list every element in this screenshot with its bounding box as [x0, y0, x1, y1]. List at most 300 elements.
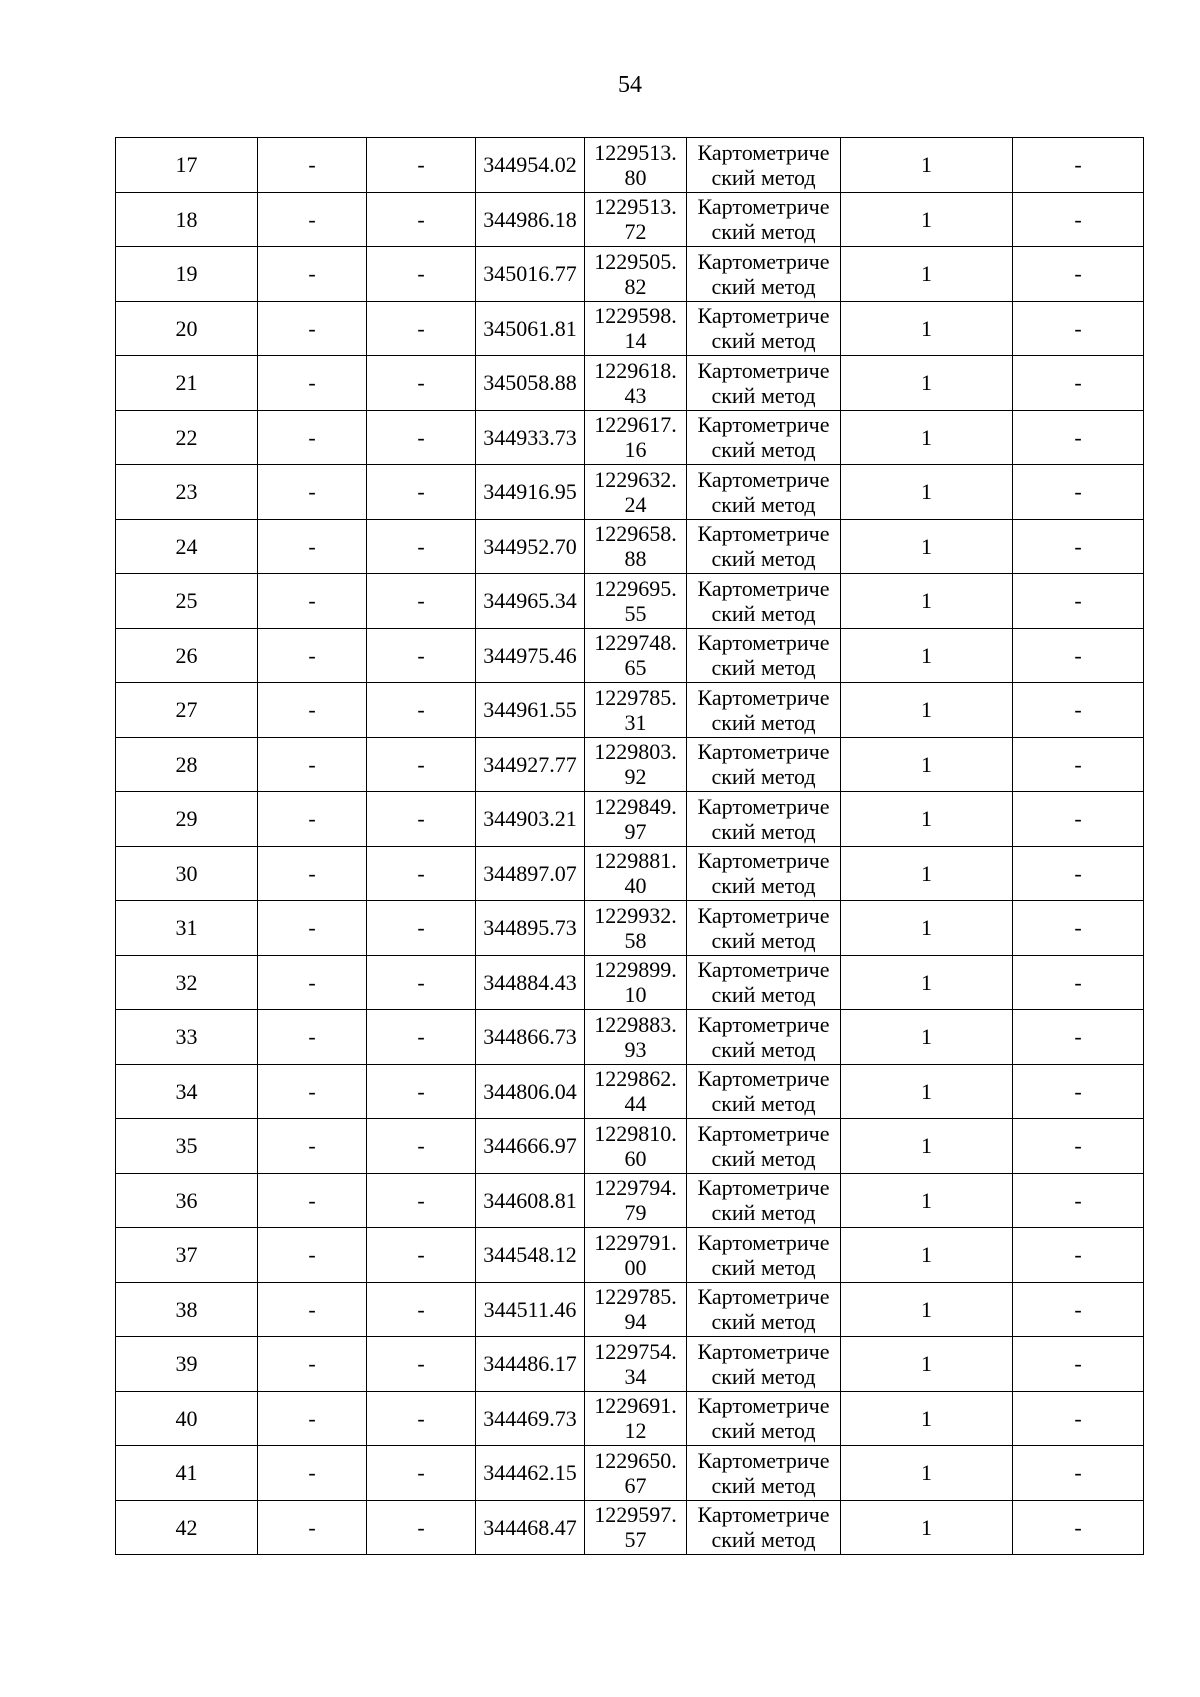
point-number-cell: 35 [116, 1119, 258, 1174]
y-coordinate-cell [585, 574, 687, 629]
table-row [116, 1228, 1144, 1283]
last-cell: - [1013, 1282, 1144, 1337]
y-coordinate-cell-line: 58 [624, 927, 647, 953]
empty-x-cell: - [258, 465, 367, 520]
table-body [116, 138, 1144, 1555]
y-coordinate-cell [585, 356, 687, 411]
table-row [116, 1337, 1144, 1392]
y-coordinate-cell [585, 1500, 687, 1555]
empty-y-cell: - [367, 1228, 476, 1283]
accuracy-cell: 1 [841, 901, 1013, 956]
y-coordinate-cell-line: 14 [624, 328, 647, 354]
last-cell: - [1013, 1446, 1144, 1501]
method-cell-line: Картометриче [697, 1229, 830, 1255]
table-row [116, 901, 1144, 956]
last-cell: - [1013, 301, 1144, 356]
last-cell: - [1013, 1173, 1144, 1228]
table-row [116, 792, 1144, 847]
empty-y-cell: - [367, 955, 476, 1010]
empty-y-cell: - [367, 1446, 476, 1501]
point-number-cell: 27 [116, 683, 258, 738]
accuracy-cell: 1 [841, 683, 1013, 738]
accuracy-cell: 1 [841, 1228, 1013, 1283]
x-coordinate-cell: 344916.95 [476, 465, 585, 520]
x-coordinate-cell: 344806.04 [476, 1064, 585, 1119]
method-cell-line: Картометриче [697, 957, 830, 983]
last-cell: - [1013, 410, 1144, 465]
y-coordinate-cell-line: 1229881. [594, 848, 677, 874]
empty-y-cell: - [367, 737, 476, 792]
method-cell-line: Картометриче [697, 521, 830, 547]
method-cell-line: ский метод [711, 546, 816, 572]
y-coordinate-cell-line: 67 [624, 1472, 647, 1498]
empty-x-cell: - [258, 356, 367, 411]
method-cell-line: Картометриче [697, 575, 830, 601]
y-coordinate-cell [585, 792, 687, 847]
method-cell-line: ский метод [711, 1145, 816, 1171]
table-row [116, 1500, 1144, 1555]
accuracy-cell: 1 [841, 192, 1013, 247]
accuracy-cell: 1 [841, 574, 1013, 629]
method-cell [687, 410, 841, 465]
table-row [116, 574, 1144, 629]
y-coordinate-cell [585, 192, 687, 247]
method-cell [687, 846, 841, 901]
empty-x-cell: - [258, 1500, 367, 1555]
table-row [116, 1446, 1144, 1501]
table-row [116, 846, 1144, 901]
method-cell-line: ский метод [711, 1472, 816, 1498]
x-coordinate-cell: 344954.02 [476, 138, 585, 193]
last-cell: - [1013, 192, 1144, 247]
empty-x-cell: - [258, 901, 367, 956]
x-coordinate-cell: 344986.18 [476, 192, 585, 247]
point-number-cell: 41 [116, 1446, 258, 1501]
x-coordinate-cell: 344884.43 [476, 955, 585, 1010]
point-number-cell: 29 [116, 792, 258, 847]
y-coordinate-cell [585, 683, 687, 738]
method-cell-line: Картометриче [697, 1175, 830, 1201]
method-cell [687, 1010, 841, 1065]
y-coordinate-cell-line: 1229794. [594, 1175, 677, 1201]
y-coordinate-cell-line: 1229862. [594, 1066, 677, 1092]
method-cell [687, 1446, 841, 1501]
point-number-cell: 39 [116, 1337, 258, 1392]
point-number-cell: 26 [116, 628, 258, 683]
accuracy-cell: 1 [841, 138, 1013, 193]
method-cell-line: ский метод [711, 1254, 816, 1280]
method-cell-line: ский метод [711, 1527, 816, 1553]
empty-x-cell: - [258, 846, 367, 901]
last-cell: - [1013, 792, 1144, 847]
empty-y-cell: - [367, 356, 476, 411]
method-cell [687, 356, 841, 411]
method-cell [687, 138, 841, 193]
point-number-cell: 38 [116, 1282, 258, 1337]
method-cell-line: ский метод [711, 328, 816, 354]
table-row [116, 1064, 1144, 1119]
table-row [116, 138, 1144, 193]
method-cell [687, 1337, 841, 1392]
y-coordinate-cell [585, 1119, 687, 1174]
method-cell-line: ский метод [711, 927, 816, 953]
x-coordinate-cell: 344486.17 [476, 1337, 585, 1392]
y-coordinate-cell-line: 1229513. [594, 139, 677, 165]
y-coordinate-cell-line: 55 [624, 600, 647, 626]
accuracy-cell: 1 [841, 519, 1013, 574]
accuracy-cell: 1 [841, 410, 1013, 465]
empty-y-cell: - [367, 1064, 476, 1119]
method-cell-line: ский метод [711, 273, 816, 299]
method-cell-line: Картометриче [697, 1393, 830, 1419]
last-cell: - [1013, 737, 1144, 792]
empty-x-cell: - [258, 519, 367, 574]
y-coordinate-cell-line: 1229748. [594, 630, 677, 656]
y-coordinate-cell-line: 1229650. [594, 1447, 677, 1473]
method-cell-line: ский метод [711, 600, 816, 626]
table-row [116, 737, 1144, 792]
table-row [116, 683, 1144, 738]
method-cell-line: ский метод [711, 873, 816, 899]
accuracy-cell: 1 [841, 1446, 1013, 1501]
method-cell-line: Картометриче [697, 139, 830, 165]
x-coordinate-cell: 344903.21 [476, 792, 585, 847]
last-cell: - [1013, 1064, 1144, 1119]
method-cell-line: ский метод [711, 491, 816, 517]
coordinates-table [115, 137, 1144, 1555]
y-coordinate-cell-line: 97 [624, 818, 647, 844]
last-cell: - [1013, 628, 1144, 683]
method-cell [687, 737, 841, 792]
x-coordinate-cell: 344933.73 [476, 410, 585, 465]
empty-x-cell: - [258, 138, 367, 193]
method-cell-line: Картометриче [697, 1120, 830, 1146]
y-coordinate-cell-line: 1229849. [594, 793, 677, 819]
method-cell [687, 1064, 841, 1119]
point-number-cell: 30 [116, 846, 258, 901]
accuracy-cell: 1 [841, 955, 1013, 1010]
method-cell-line: Картометриче [697, 848, 830, 874]
x-coordinate-cell: 344975.46 [476, 628, 585, 683]
last-cell: - [1013, 1228, 1144, 1283]
y-coordinate-cell-line: 1229598. [594, 303, 677, 329]
y-coordinate-cell-line: 1229803. [594, 739, 677, 765]
accuracy-cell: 1 [841, 1064, 1013, 1119]
point-number-cell: 23 [116, 465, 258, 520]
method-cell [687, 792, 841, 847]
y-coordinate-cell-line: 93 [624, 1036, 647, 1062]
x-coordinate-cell: 344895.73 [476, 901, 585, 956]
method-cell-line: Картометриче [697, 303, 830, 329]
y-coordinate-cell-line: 1229618. [594, 357, 677, 383]
method-cell-line: Картометриче [697, 466, 830, 492]
empty-y-cell: - [367, 846, 476, 901]
y-coordinate-cell [585, 737, 687, 792]
y-coordinate-cell-line: 1229899. [594, 957, 677, 983]
x-coordinate-cell: 344897.07 [476, 846, 585, 901]
y-coordinate-cell-line: 40 [624, 873, 647, 899]
method-cell-line: Картометриче [697, 194, 830, 220]
table-row [116, 955, 1144, 1010]
y-coordinate-cell-line: 1229791. [594, 1229, 677, 1255]
y-coordinate-cell-line: 1229695. [594, 575, 677, 601]
x-coordinate-cell: 344927.77 [476, 737, 585, 792]
point-number-cell: 24 [116, 519, 258, 574]
table-row [116, 1173, 1144, 1228]
method-cell-line: Картометриче [697, 248, 830, 274]
x-coordinate-cell: 344952.70 [476, 519, 585, 574]
y-coordinate-cell-line: 16 [624, 437, 647, 463]
y-coordinate-cell [585, 955, 687, 1010]
method-cell-line: Картометриче [697, 1502, 830, 1528]
x-coordinate-cell: 344666.97 [476, 1119, 585, 1174]
empty-y-cell: - [367, 247, 476, 302]
empty-y-cell: - [367, 410, 476, 465]
x-coordinate-cell: 344468.47 [476, 1500, 585, 1555]
method-cell-line: ский метод [711, 219, 816, 245]
method-cell-line: ский метод [711, 655, 816, 681]
last-cell: - [1013, 1500, 1144, 1555]
empty-x-cell: - [258, 192, 367, 247]
last-cell: - [1013, 1119, 1144, 1174]
y-coordinate-cell [585, 1173, 687, 1228]
method-cell-line: ский метод [711, 1363, 816, 1389]
empty-y-cell: - [367, 1391, 476, 1446]
y-coordinate-cell-line: 92 [624, 764, 647, 790]
y-coordinate-cell-line: 44 [624, 1091, 647, 1117]
method-cell-line: ский метод [711, 1418, 816, 1444]
empty-x-cell: - [258, 792, 367, 847]
method-cell-line: Картометриче [697, 793, 830, 819]
last-cell: - [1013, 574, 1144, 629]
point-number-cell: 21 [116, 356, 258, 411]
point-number-cell: 37 [116, 1228, 258, 1283]
y-coordinate-cell-line: 94 [624, 1309, 647, 1335]
empty-x-cell: - [258, 301, 367, 356]
last-cell: - [1013, 247, 1144, 302]
accuracy-cell: 1 [841, 1337, 1013, 1392]
table-row [116, 1391, 1144, 1446]
method-cell [687, 955, 841, 1010]
accuracy-cell: 1 [841, 1282, 1013, 1337]
method-cell-line: ский метод [711, 164, 816, 190]
point-number-cell: 25 [116, 574, 258, 629]
table-row [116, 1119, 1144, 1174]
accuracy-cell: 1 [841, 628, 1013, 683]
empty-y-cell: - [367, 1119, 476, 1174]
x-coordinate-cell: 344608.81 [476, 1173, 585, 1228]
method-cell-line: Картометриче [697, 1011, 830, 1037]
y-coordinate-cell-line: 24 [624, 491, 647, 517]
point-number-cell: 40 [116, 1391, 258, 1446]
y-coordinate-cell-line: 1229617. [594, 412, 677, 438]
y-coordinate-cell [585, 846, 687, 901]
empty-x-cell: - [258, 1064, 367, 1119]
empty-x-cell: - [258, 1010, 367, 1065]
method-cell [687, 1282, 841, 1337]
accuracy-cell: 1 [841, 1010, 1013, 1065]
method-cell-line: ский метод [711, 1200, 816, 1226]
y-coordinate-cell-line: 31 [624, 709, 647, 735]
x-coordinate-cell: 344961.55 [476, 683, 585, 738]
last-cell: - [1013, 1010, 1144, 1065]
x-coordinate-cell: 344965.34 [476, 574, 585, 629]
x-coordinate-cell: 344469.73 [476, 1391, 585, 1446]
last-cell: - [1013, 846, 1144, 901]
y-coordinate-cell-line: 72 [624, 219, 647, 245]
point-number-cell: 32 [116, 955, 258, 1010]
method-cell-line: ский метод [711, 437, 816, 463]
x-coordinate-cell: 344548.12 [476, 1228, 585, 1283]
method-cell [687, 465, 841, 520]
empty-y-cell: - [367, 519, 476, 574]
method-cell [687, 301, 841, 356]
point-number-cell: 31 [116, 901, 258, 956]
page-number: 54 [618, 72, 642, 98]
method-cell-line: Картометриче [697, 357, 830, 383]
empty-y-cell: - [367, 301, 476, 356]
empty-y-cell: - [367, 1010, 476, 1065]
empty-x-cell: - [258, 955, 367, 1010]
point-number-cell: 33 [116, 1010, 258, 1065]
y-coordinate-cell-line: 34 [624, 1363, 647, 1389]
empty-x-cell: - [258, 410, 367, 465]
method-cell-line: Картометриче [697, 902, 830, 928]
method-cell-line: Картометриче [697, 412, 830, 438]
y-coordinate-cell-line: 1229513. [594, 194, 677, 220]
empty-x-cell: - [258, 247, 367, 302]
method-cell-line: ский метод [711, 1091, 816, 1117]
method-cell-line: ский метод [711, 1309, 816, 1335]
method-cell-line: Картометриче [697, 739, 830, 765]
point-number-cell: 42 [116, 1500, 258, 1555]
y-coordinate-cell-line: 1229658. [594, 521, 677, 547]
empty-x-cell: - [258, 1228, 367, 1283]
empty-y-cell: - [367, 465, 476, 520]
point-number-cell: 28 [116, 737, 258, 792]
method-cell-line: Картометриче [697, 684, 830, 710]
empty-x-cell: - [258, 628, 367, 683]
last-cell: - [1013, 1337, 1144, 1392]
empty-y-cell: - [367, 138, 476, 193]
accuracy-cell: 1 [841, 846, 1013, 901]
y-coordinate-cell-line: 1229597. [594, 1502, 677, 1528]
y-coordinate-cell-line: 1229932. [594, 902, 677, 928]
y-coordinate-cell [585, 1446, 687, 1501]
method-cell-line: ский метод [711, 1036, 816, 1062]
y-coordinate-cell [585, 1228, 687, 1283]
point-number-cell: 19 [116, 247, 258, 302]
method-cell-line: Картометриче [697, 1284, 830, 1310]
table-row [116, 1010, 1144, 1065]
method-cell [687, 1228, 841, 1283]
empty-x-cell: - [258, 574, 367, 629]
y-coordinate-cell [585, 465, 687, 520]
y-coordinate-cell [585, 628, 687, 683]
y-coordinate-cell [585, 1010, 687, 1065]
empty-y-cell: - [367, 574, 476, 629]
empty-y-cell: - [367, 1500, 476, 1555]
x-coordinate-cell: 344462.15 [476, 1446, 585, 1501]
table-row [116, 1282, 1144, 1337]
last-cell: - [1013, 901, 1144, 956]
x-coordinate-cell: 345058.88 [476, 356, 585, 411]
point-number-cell: 34 [116, 1064, 258, 1119]
table-row [116, 247, 1144, 302]
y-coordinate-cell-line: 1229754. [594, 1338, 677, 1364]
y-coordinate-cell-line: 1229785. [594, 1284, 677, 1310]
method-cell-line: ский метод [711, 818, 816, 844]
y-coordinate-cell [585, 1064, 687, 1119]
empty-x-cell: - [258, 683, 367, 738]
y-coordinate-cell [585, 247, 687, 302]
empty-y-cell: - [367, 683, 476, 738]
last-cell: - [1013, 138, 1144, 193]
accuracy-cell: 1 [841, 1500, 1013, 1555]
y-coordinate-cell-line: 00 [624, 1254, 647, 1280]
y-coordinate-cell-line: 43 [624, 382, 647, 408]
accuracy-cell: 1 [841, 1119, 1013, 1174]
y-coordinate-cell [585, 1391, 687, 1446]
point-number-cell: 36 [116, 1173, 258, 1228]
y-coordinate-cell-line: 57 [624, 1527, 647, 1553]
method-cell-line: Картометриче [697, 630, 830, 656]
method-cell-line: ский метод [711, 382, 816, 408]
table-row [116, 519, 1144, 574]
accuracy-cell: 1 [841, 1173, 1013, 1228]
y-coordinate-cell-line: 1229785. [594, 684, 677, 710]
y-coordinate-cell-line: 65 [624, 655, 647, 681]
accuracy-cell: 1 [841, 301, 1013, 356]
y-coordinate-cell-line: 10 [624, 982, 647, 1008]
y-coordinate-cell-line: 1229691. [594, 1393, 677, 1419]
y-coordinate-cell [585, 301, 687, 356]
accuracy-cell: 1 [841, 356, 1013, 411]
method-cell [687, 683, 841, 738]
method-cell [687, 1119, 841, 1174]
table-row [116, 410, 1144, 465]
method-cell [687, 574, 841, 629]
method-cell-line: Картометриче [697, 1447, 830, 1473]
point-number-cell: 17 [116, 138, 258, 193]
empty-y-cell: - [367, 1173, 476, 1228]
accuracy-cell: 1 [841, 792, 1013, 847]
table-row [116, 301, 1144, 356]
accuracy-cell: 1 [841, 247, 1013, 302]
y-coordinate-cell-line: 80 [624, 164, 647, 190]
y-coordinate-cell-line: 1229632. [594, 466, 677, 492]
point-number-cell: 22 [116, 410, 258, 465]
y-coordinate-cell [585, 138, 687, 193]
y-coordinate-cell-line: 79 [624, 1200, 647, 1226]
last-cell: - [1013, 519, 1144, 574]
y-coordinate-cell-line: 60 [624, 1145, 647, 1171]
table-row [116, 356, 1144, 411]
method-cell [687, 901, 841, 956]
last-cell: - [1013, 683, 1144, 738]
x-coordinate-cell: 345016.77 [476, 247, 585, 302]
y-coordinate-cell [585, 410, 687, 465]
last-cell: - [1013, 356, 1144, 411]
y-coordinate-cell [585, 1282, 687, 1337]
method-cell [687, 1173, 841, 1228]
table-row [116, 628, 1144, 683]
empty-y-cell: - [367, 628, 476, 683]
y-coordinate-cell-line: 1229883. [594, 1011, 677, 1037]
accuracy-cell: 1 [841, 1391, 1013, 1446]
method-cell [687, 1500, 841, 1555]
y-coordinate-cell [585, 1337, 687, 1392]
